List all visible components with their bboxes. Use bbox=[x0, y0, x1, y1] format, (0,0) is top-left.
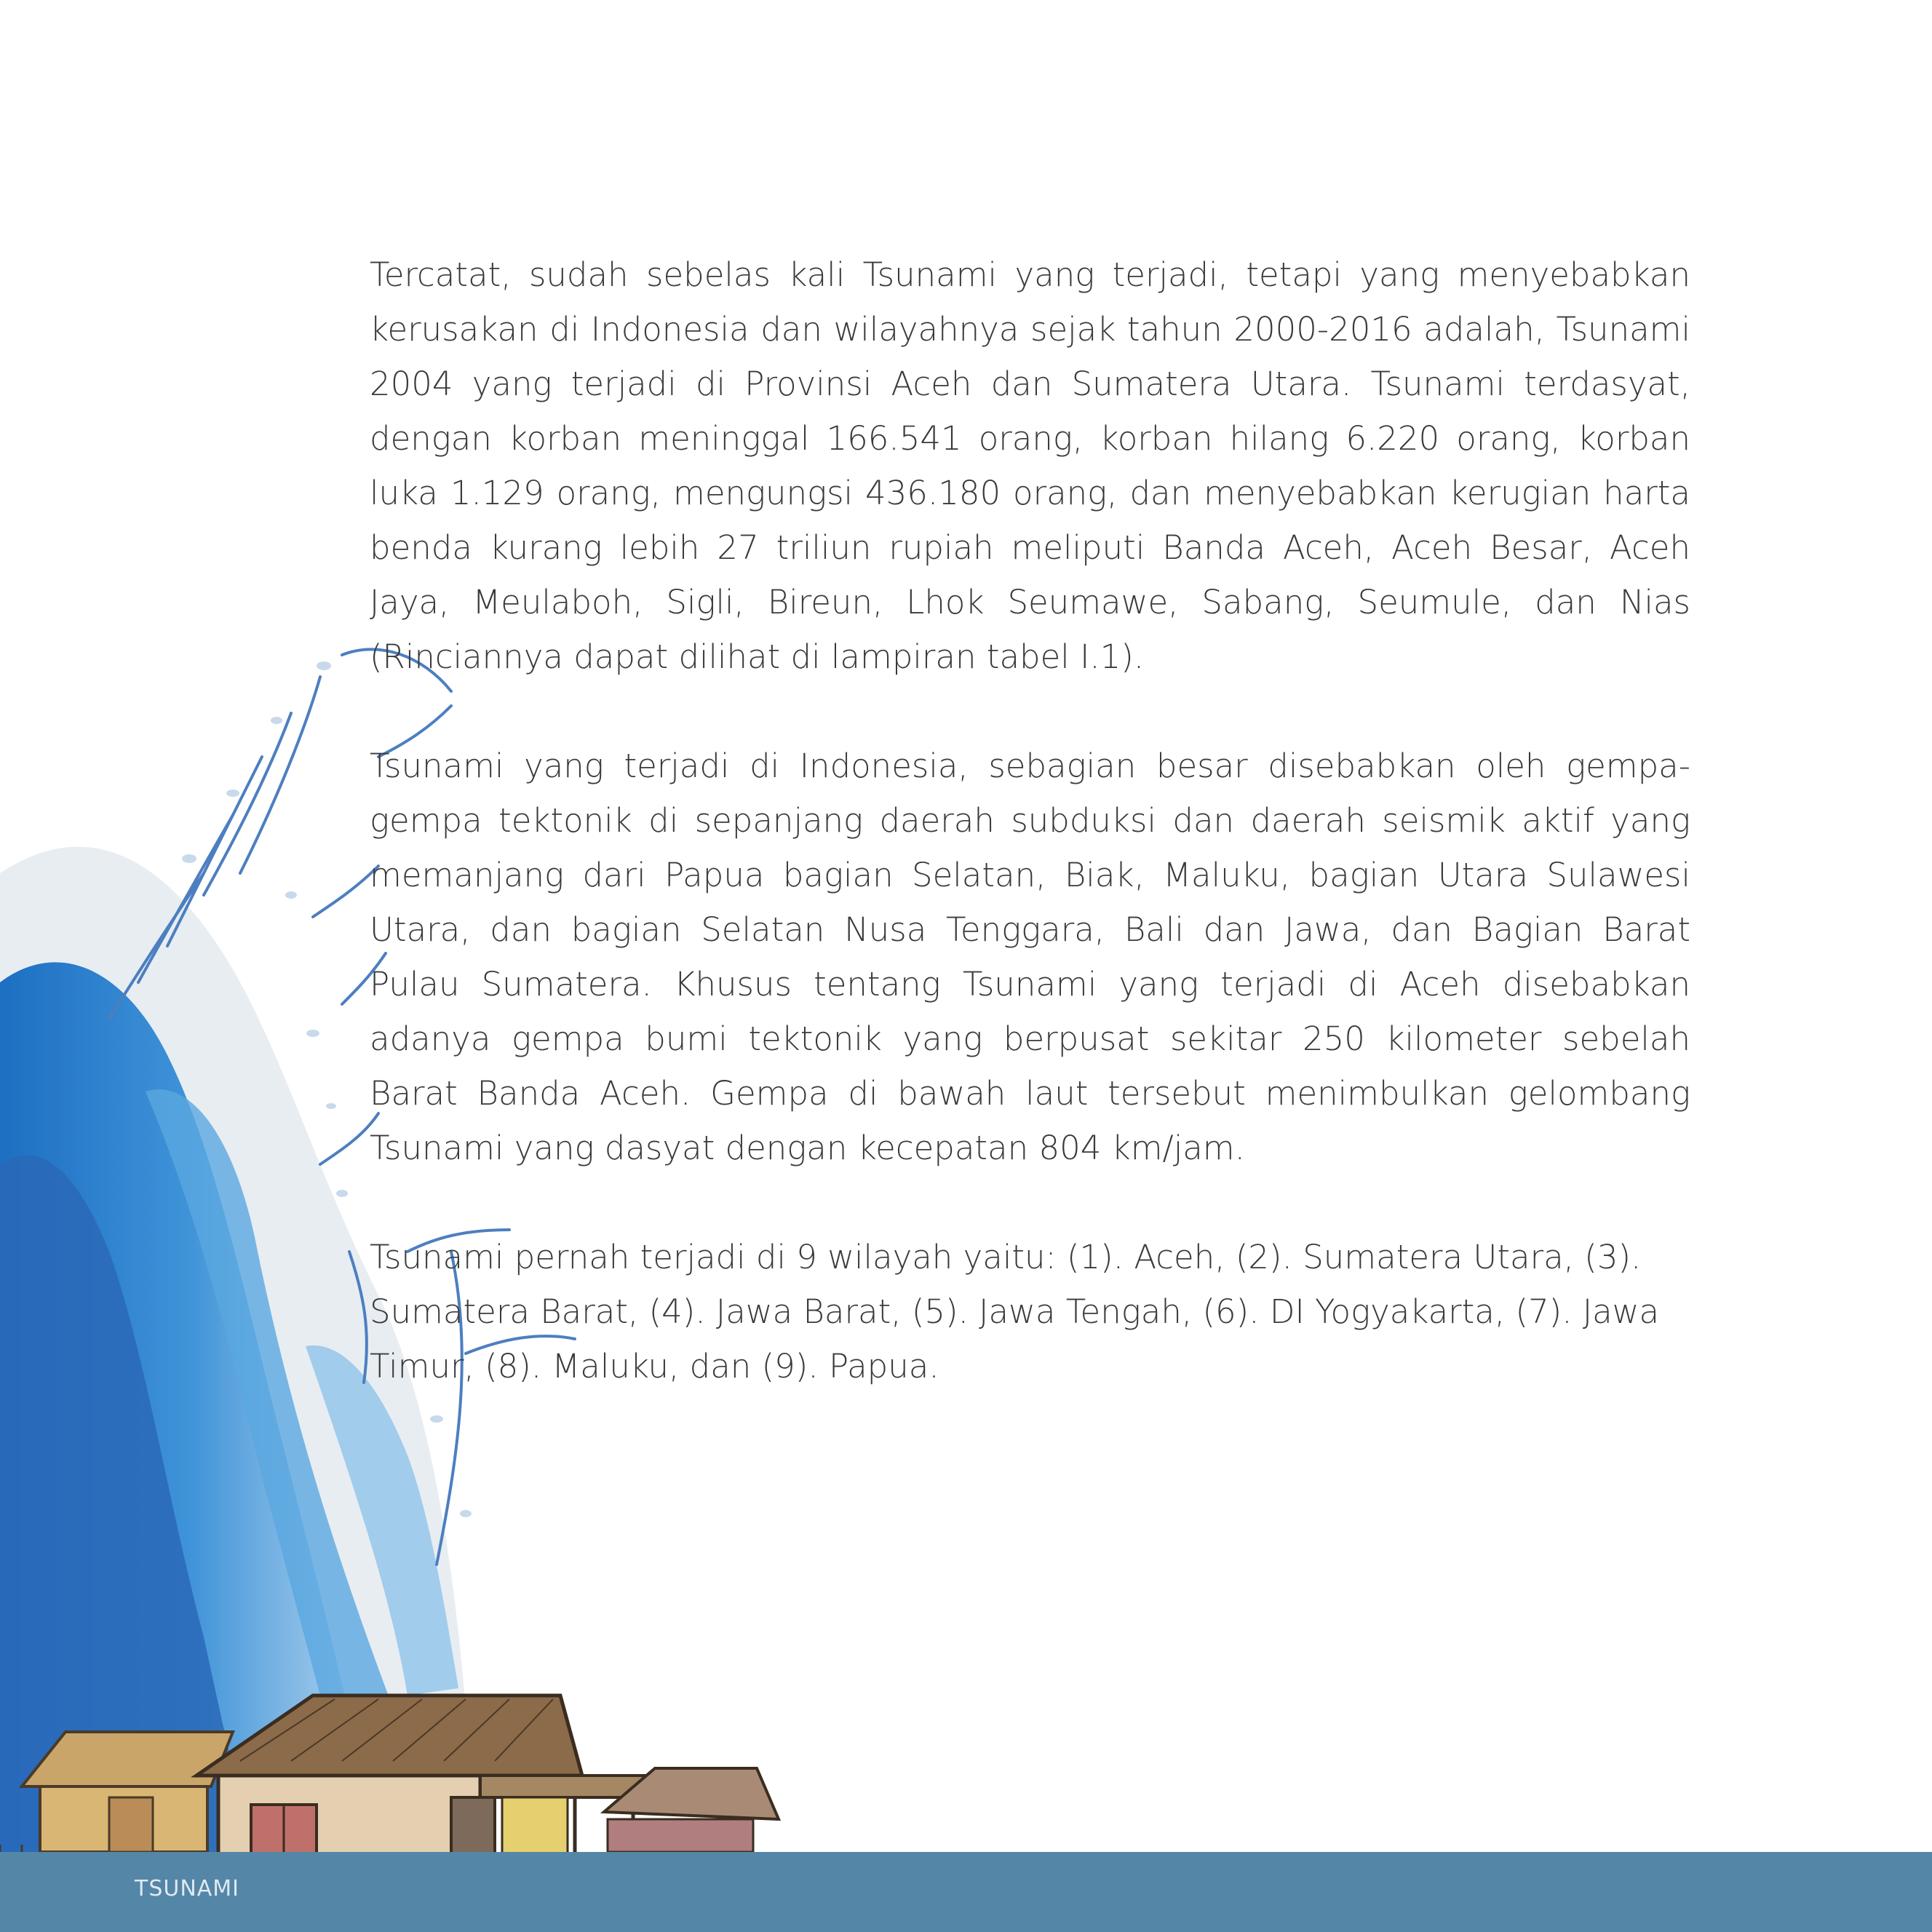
paragraph-2: Tsunami yang terjadi di Indonesia, sebagian besar disebabkan oleh gempa-gempa tektonik di sepanjang daerah subduksi dan daerah seismik aktif yang memanjang dari Papua bagian Selatan, Biak, Maluku, bagian Utara Sulawesi Utara, dan bagian Selatan Nusa Tenggara, Bali dan Jawa, dan Bagian Barat Pulau Sumatera. Khusus tentang Tsunami yang terjadi di Aceh disebabkan adanya gempa bumi tektonik yang berpusat sekitar 250 kilometer sebelah Barat Banda Aceh. Gempa di bawah laut tersebut menimbulkan gelombang Tsunami yang dasyat dengan kecepatan 804 km/jam. bbox=[370, 747, 1690, 1167]
footer-section-label: TSUNAMI bbox=[135, 1876, 240, 1901]
paragraph-1: Tercatat, sudah sebelas kali Tsunami yang terjadi, tetapi yang menyebabkan kerusakan di Indonesia dan wilayahnya sejak tahun 2000-2016 adalah, Tsunami 2004 yang terjadi di Provinsi Aceh dan Sumatera Utara. Tsunami terdasyat, dengan korban meninggal 166.541 orang, korban hilang 6.220 orang, korban luka 1.129 orang, mengungsi 436.180 orang, dan menyebabkan kerugian harta benda kurang lebih 27 triliun rupiah meliputi Banda Aceh, Aceh Besar, Aceh Jaya, Meulaboh, Sigli, Bireun, Lhok Seumawe, Sabang, Seumule, dan Nias (Rinciannya dapat dilihat di lampiran tabel I.1). bbox=[370, 255, 1690, 676]
body-text bbox=[370, 247, 1690, 1394]
footer-bar bbox=[0, 1852, 1932, 1932]
house-left bbox=[22, 1732, 233, 1852]
paragraph-3: Tsunami pernah terjadi di 9 wilayah yaitu: (1). Aceh, (2). Sumatera Utara, (3). Sumatera Barat, (4). Jawa Barat, (5). Jawa Tengah, (6). DI Yogyakarta, (7). Jawa Timur, (8). Maluku, dan (9). Papua. bbox=[370, 1238, 1660, 1386]
